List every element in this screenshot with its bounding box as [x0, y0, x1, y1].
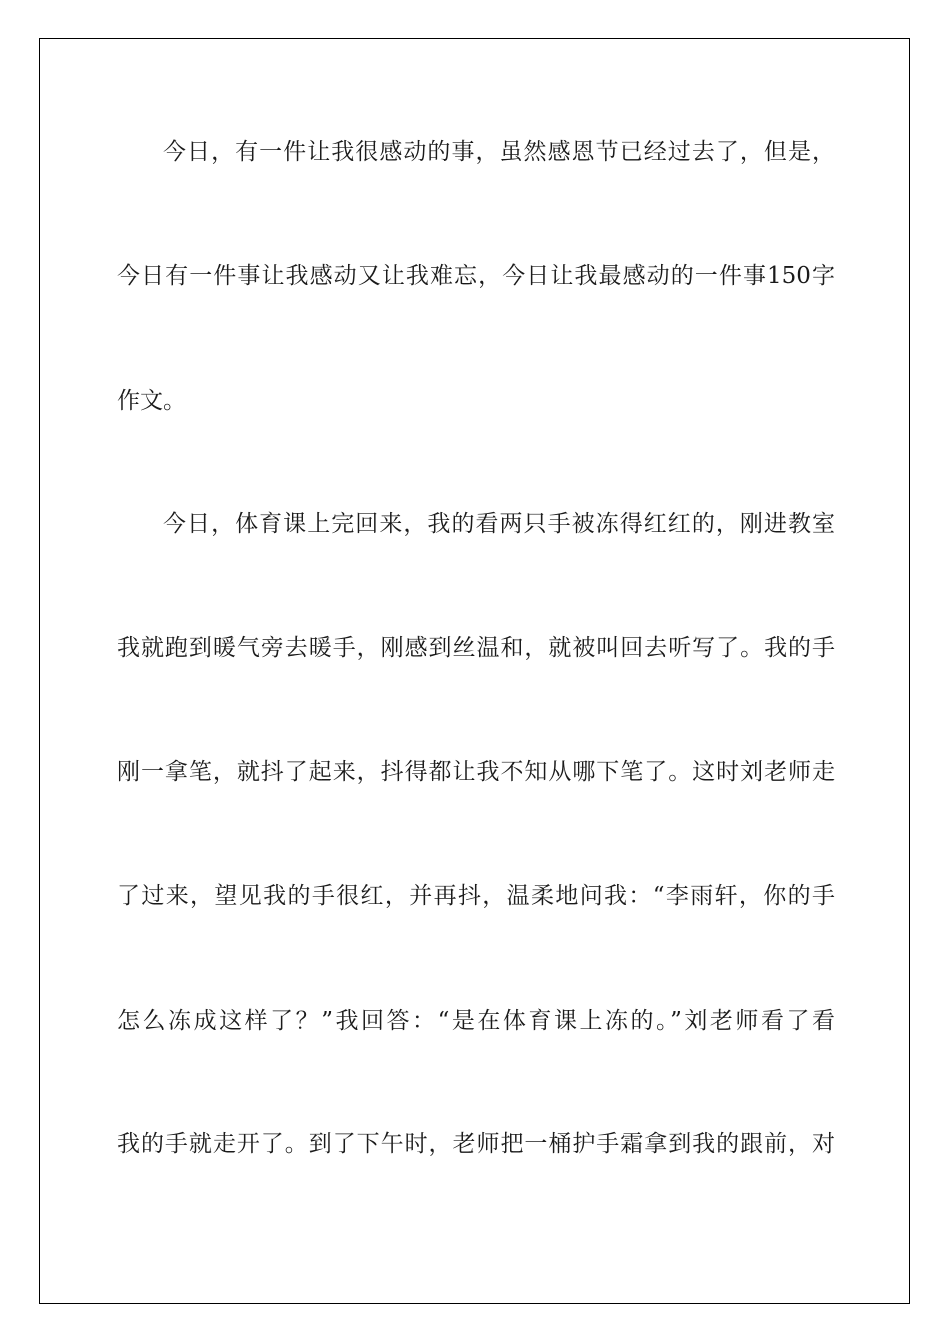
paragraph-2-line-2: 我就跑到暖气旁去暖手，刚感到丝温和，就被叫回去听写了。我的手 — [117, 635, 835, 661]
paragraph-2-line-1: 今日，体育课上完回来，我的看两只手被冻得红红的，刚进教室 — [163, 511, 835, 537]
page-border — [39, 38, 910, 1304]
paragraph-1-line-3: 作文。 — [117, 388, 186, 414]
paragraph-2-line-3: 刚一拿笔，就抖了起来，抖得都让我不知从哪下笔了。这时刘老师走 — [117, 759, 835, 785]
paragraph-2-line-5: 怎么冻成这样了？”我回答：“是在体育课上冻的。”刘老师看了看 — [117, 1008, 835, 1034]
paragraph-2-line-4: 了过来，望见我的手很红，并再抖，温柔地问我：“李雨轩，你的手 — [117, 883, 835, 909]
paragraph-1-line-1: 今日，有一件让我很感动的事，虽然感恩节已经过去了，但是， — [163, 139, 835, 165]
paragraph-2-line-6: 我的手就走开了。到了下午时，老师把一桶护手霜拿到我的跟前，对 — [117, 1131, 835, 1157]
paragraph-1-line-2: 今日有一件事让我感动又让我难忘，今日让我最感动的一件事150字 — [117, 263, 835, 289]
